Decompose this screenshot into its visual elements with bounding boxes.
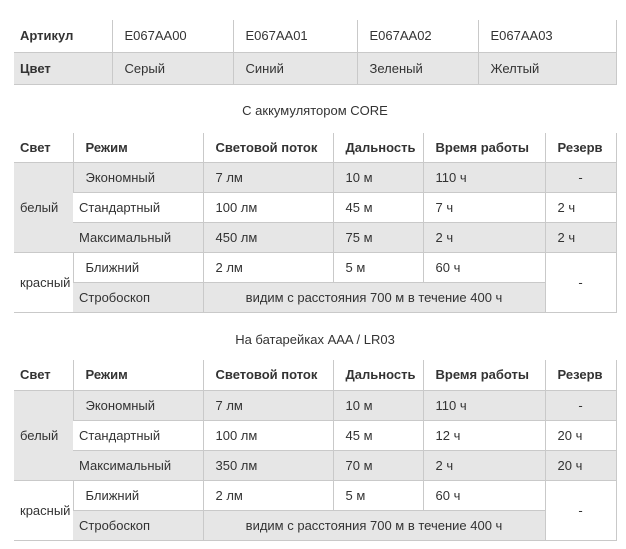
light-group-red: красный	[14, 253, 73, 313]
time-cell: 60 ч	[423, 253, 545, 283]
distance-cell: 10 м	[333, 390, 423, 420]
spec-header-row	[14, 133, 616, 163]
time-cell: 110 ч	[423, 390, 545, 420]
article-row-label: Артикул	[14, 20, 112, 52]
column-header-distance: Дальность	[333, 133, 423, 163]
mode-cell: Стробоскоп	[73, 283, 203, 313]
flux-cell: 7 лм	[203, 390, 333, 420]
column-header-distance: Дальность	[333, 360, 423, 390]
column-header-reserve: Резерв	[545, 133, 616, 163]
column-header-flux: Световой поток	[203, 360, 333, 390]
table-row	[14, 450, 616, 480]
article-value: E067AA00	[112, 20, 233, 52]
mode-cell: Экономный	[73, 163, 203, 193]
article-value: E067AA03	[478, 20, 616, 52]
flux-cell: 100 лм	[203, 420, 333, 450]
column-header-time: Время работы	[423, 360, 545, 390]
column-header-mode: Режим	[73, 360, 203, 390]
table-row	[14, 163, 616, 193]
mode-cell: Ближний	[73, 480, 203, 510]
light-group-white: белый	[14, 163, 73, 253]
time-cell: 7 ч	[423, 193, 545, 223]
table-row	[14, 390, 616, 420]
flux-cell: 450 лм	[203, 223, 333, 253]
table-row	[14, 223, 616, 253]
table-row	[14, 283, 616, 313]
time-cell: 12 ч	[423, 420, 545, 450]
time-cell: 110 ч	[423, 163, 545, 193]
strobe-note-cell: видим с расстояния 700 м в течение 400 ч	[203, 510, 545, 540]
reserve-cell: -	[545, 390, 616, 420]
mode-cell: Ближний	[73, 253, 203, 283]
mode-cell: Максимальный	[73, 450, 203, 480]
strobe-note-cell: видим с расстояния 700 м в течение 400 ч	[203, 283, 545, 313]
mode-cell: Экономный	[73, 390, 203, 420]
column-header-light: Свет	[14, 360, 73, 390]
color-value: Серый	[112, 52, 233, 84]
flux-cell: 2 лм	[203, 253, 333, 283]
section-title-batteries: На батарейках AAA / LR03	[235, 332, 395, 347]
distance-cell: 45 м	[333, 420, 423, 450]
article-value: E067AA02	[357, 20, 478, 52]
color-row-label: Цвет	[14, 52, 112, 84]
spec-table-core	[14, 133, 617, 314]
distance-cell: 5 м	[333, 253, 423, 283]
flux-cell: 350 лм	[203, 450, 333, 480]
reserve-cell: -	[545, 163, 616, 193]
section-title-core: С аккумулятором CORE	[242, 102, 388, 118]
reserve-cell: 2 ч	[545, 223, 616, 253]
column-header-time: Время работы	[423, 133, 545, 163]
table-row	[14, 193, 616, 223]
distance-cell: 70 м	[333, 450, 423, 480]
flux-cell: 2 лм	[203, 480, 333, 510]
color-row	[14, 52, 616, 84]
color-value: Желтый	[478, 52, 616, 84]
reserve-cell: 2 ч	[545, 193, 616, 223]
article-row	[14, 20, 616, 52]
time-cell: 2 ч	[423, 450, 545, 480]
time-cell: 60 ч	[423, 480, 545, 510]
column-header-mode: Режим	[73, 133, 203, 163]
spec-header-row	[14, 360, 616, 390]
column-header-light: Свет	[14, 133, 73, 163]
table-row	[14, 480, 616, 510]
time-cell: 2 ч	[423, 223, 545, 253]
table-row	[14, 420, 616, 450]
mode-cell: Стробоскоп	[73, 510, 203, 540]
distance-cell: 5 м	[333, 480, 423, 510]
flux-cell: 7 лм	[203, 163, 333, 193]
table-row	[14, 510, 616, 540]
reserve-cell: 20 ч	[545, 450, 616, 480]
flux-cell: 100 лм	[203, 193, 333, 223]
article-value: E067AA01	[233, 20, 357, 52]
light-group-red: красный	[14, 480, 73, 540]
distance-cell: 10 м	[333, 163, 423, 193]
light-group-white: белый	[14, 390, 73, 480]
distance-cell: 45 м	[333, 193, 423, 223]
color-value: Синий	[233, 52, 357, 84]
color-value: Зеленый	[357, 52, 478, 84]
mode-cell: Максимальный	[73, 223, 203, 253]
column-header-flux: Световой поток	[203, 133, 333, 163]
mode-cell: Стандартный	[73, 193, 203, 223]
column-header-reserve: Резерв	[545, 360, 616, 390]
distance-cell: 75 м	[333, 223, 423, 253]
mode-cell: Стандартный	[73, 420, 203, 450]
spec-table-batteries	[14, 360, 617, 541]
reserve-cell: -	[545, 253, 616, 313]
table-row	[14, 253, 616, 283]
reserve-cell: 20 ч	[545, 420, 616, 450]
article-color-table	[14, 20, 617, 85]
reserve-cell: -	[545, 480, 616, 540]
